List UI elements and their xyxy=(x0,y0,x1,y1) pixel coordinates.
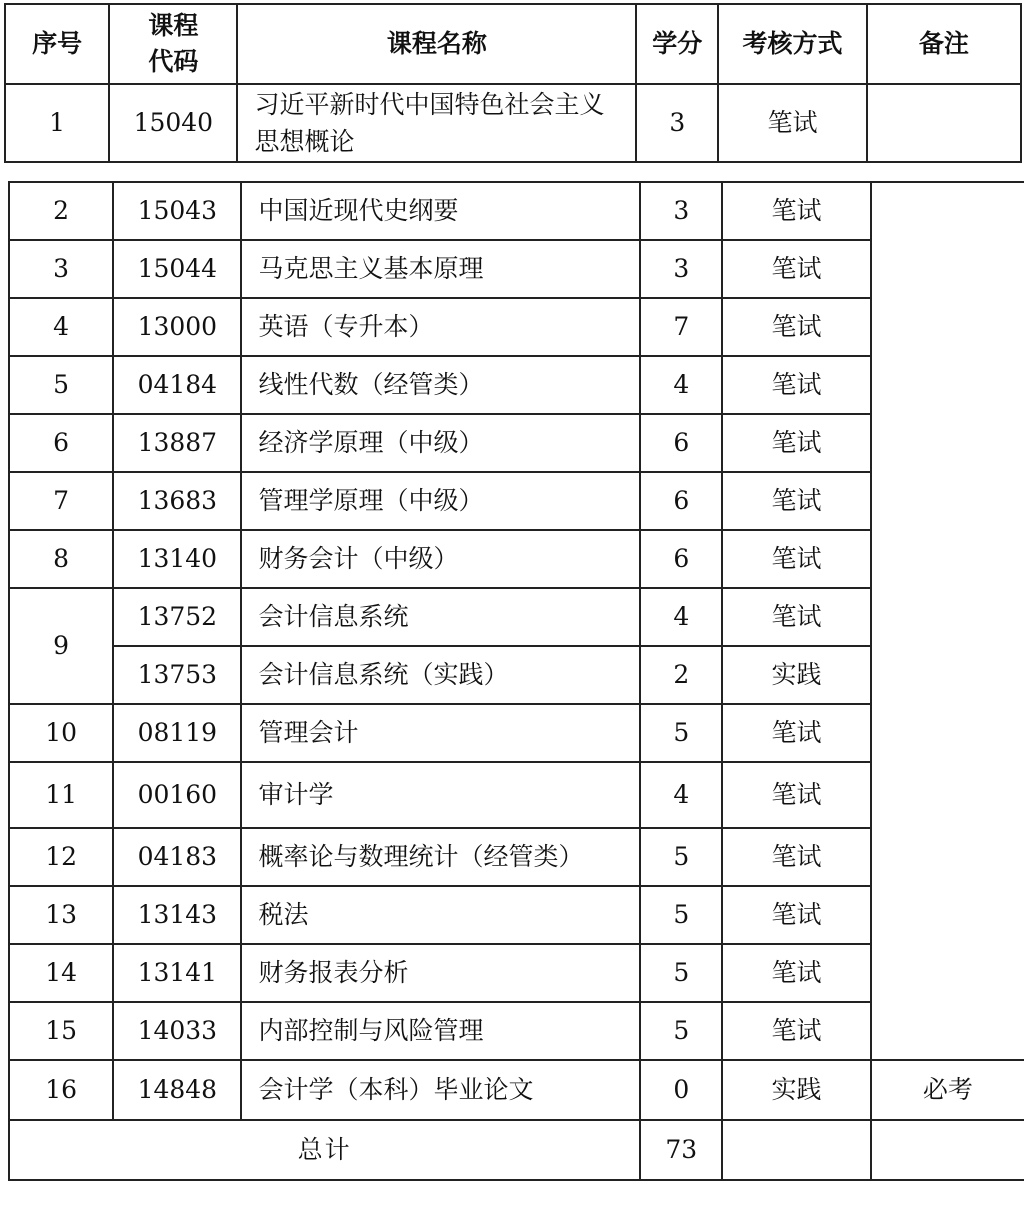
cell-exam: 笔试 xyxy=(722,472,870,530)
cell-seq: 10 xyxy=(9,704,113,762)
header-remark: 备注 xyxy=(867,4,1021,84)
cell-code: 15043 xyxy=(113,182,241,240)
cell-credits: 6 xyxy=(640,472,722,530)
table-row xyxy=(9,1060,1024,1120)
cell-name: 税法 xyxy=(241,886,640,944)
header-row xyxy=(5,4,1021,84)
cell-name: 线性代数（经管类） xyxy=(241,356,640,414)
cell-exam: 笔试 xyxy=(722,588,870,646)
total-credits: 73 xyxy=(640,1120,722,1180)
cell-seq: 2 xyxy=(9,182,113,240)
cell-code: 13887 xyxy=(113,414,241,472)
cell-name: 管理会计 xyxy=(241,704,640,762)
cell-name: 经济学原理（中级） xyxy=(241,414,640,472)
total-row xyxy=(9,1120,1024,1180)
total-label: 总计 xyxy=(9,1120,640,1180)
cell-credits: 7 xyxy=(640,298,722,356)
cell-exam: 笔试 xyxy=(722,1002,870,1060)
cell-seq: 15 xyxy=(9,1002,113,1060)
cell-credits: 4 xyxy=(640,588,722,646)
cell-seq-merged: 9 xyxy=(9,588,113,704)
cell-credits: 6 xyxy=(640,414,722,472)
total-remark xyxy=(871,1120,1024,1180)
cell-seq: 1 xyxy=(5,84,109,162)
cell-exam: 笔试 xyxy=(722,828,870,886)
cell-seq: 11 xyxy=(9,762,113,828)
cell-remark xyxy=(867,84,1021,162)
cell-seq: 13 xyxy=(9,886,113,944)
cell-name: 会计信息系统（实践） xyxy=(241,646,640,704)
header-seq: 序号 xyxy=(5,4,109,84)
cell-name: 英语（专升本） xyxy=(241,298,640,356)
cell-seq: 8 xyxy=(9,530,113,588)
cell-name: 概率论与数理统计（经管类） xyxy=(241,828,640,886)
cell-exam: 笔试 xyxy=(718,84,866,162)
cell-code: 13753 xyxy=(113,646,241,704)
cell-credits: 5 xyxy=(640,886,722,944)
cell-name: 马克思主义基本原理 xyxy=(241,240,640,298)
header-code-line1: 课程 xyxy=(148,11,199,40)
cell-seq: 5 xyxy=(9,356,113,414)
cell-seq: 12 xyxy=(9,828,113,886)
cell-credits: 5 xyxy=(640,1002,722,1060)
cell-credits: 6 xyxy=(640,530,722,588)
cell-name: 会计信息系统 xyxy=(241,588,640,646)
cell-name: 审计学 xyxy=(241,762,640,828)
cell-credits: 5 xyxy=(640,828,722,886)
cell-credits: 5 xyxy=(640,944,722,1002)
cell-exam: 笔试 xyxy=(722,298,870,356)
cell-code: 13143 xyxy=(113,886,241,944)
cell-exam: 笔试 xyxy=(722,762,870,828)
cell-credits: 3 xyxy=(636,84,718,162)
cell-name: 中国近现代史纲要 xyxy=(241,182,640,240)
cell-exam: 笔试 xyxy=(722,530,870,588)
cell-exam: 笔试 xyxy=(722,886,870,944)
cell-code: 14848 xyxy=(113,1060,241,1120)
cell-code: 00160 xyxy=(113,762,241,828)
course-table-main xyxy=(8,181,1024,1181)
cell-remark-merged xyxy=(871,182,1024,1060)
course-table-top xyxy=(4,3,1022,163)
cell-credits: 0 xyxy=(640,1060,722,1120)
header-code xyxy=(109,4,237,84)
cell-code: 13752 xyxy=(113,588,241,646)
cell-name: 内部控制与风险管理 xyxy=(241,1002,640,1060)
cell-code: 15044 xyxy=(113,240,241,298)
cell-exam: 笔试 xyxy=(722,704,870,762)
cell-name: 财务报表分析 xyxy=(241,944,640,1002)
total-exam xyxy=(722,1120,870,1180)
cell-code: 13000 xyxy=(113,298,241,356)
cell-seq: 6 xyxy=(9,414,113,472)
cell-code: 08119 xyxy=(113,704,241,762)
cell-credits: 3 xyxy=(640,182,722,240)
cell-code: 13141 xyxy=(113,944,241,1002)
cell-seq: 4 xyxy=(9,298,113,356)
cell-code: 13683 xyxy=(113,472,241,530)
cell-exam: 笔试 xyxy=(722,356,870,414)
cell-exam: 实践 xyxy=(722,646,870,704)
cell-seq: 7 xyxy=(9,472,113,530)
cell-exam: 实践 xyxy=(722,1060,870,1120)
cell-name: 会计学（本科）毕业论文 xyxy=(241,1060,640,1120)
cell-credits: 5 xyxy=(640,704,722,762)
cell-seq: 14 xyxy=(9,944,113,1002)
cell-seq: 16 xyxy=(9,1060,113,1120)
cell-credits: 3 xyxy=(640,240,722,298)
cell-code: 15040 xyxy=(109,84,237,162)
cell-seq: 3 xyxy=(9,240,113,298)
cell-exam: 笔试 xyxy=(722,240,870,298)
header-exam: 考核方式 xyxy=(718,4,866,84)
header-code-line2: 代码 xyxy=(148,47,199,76)
cell-name: 管理学原理（中级） xyxy=(241,472,640,530)
cell-name: 财务会计（中级） xyxy=(241,530,640,588)
cell-code: 13140 xyxy=(113,530,241,588)
cell-exam: 笔试 xyxy=(722,944,870,1002)
cell-credits: 4 xyxy=(640,762,722,828)
cell-code: 14033 xyxy=(113,1002,241,1060)
cell-name: 习近平新时代中国特色社会主义思想概论 xyxy=(237,84,636,162)
cell-code: 04184 xyxy=(113,356,241,414)
table-row xyxy=(9,182,1024,240)
cell-code: 04183 xyxy=(113,828,241,886)
cell-remark: 必考 xyxy=(871,1060,1024,1120)
header-name: 课程名称 xyxy=(237,4,636,84)
cell-credits: 2 xyxy=(640,646,722,704)
table-row xyxy=(5,84,1021,162)
cell-exam: 笔试 xyxy=(722,414,870,472)
header-credits: 学分 xyxy=(636,4,718,84)
cell-credits: 4 xyxy=(640,356,722,414)
cell-exam: 笔试 xyxy=(722,182,870,240)
